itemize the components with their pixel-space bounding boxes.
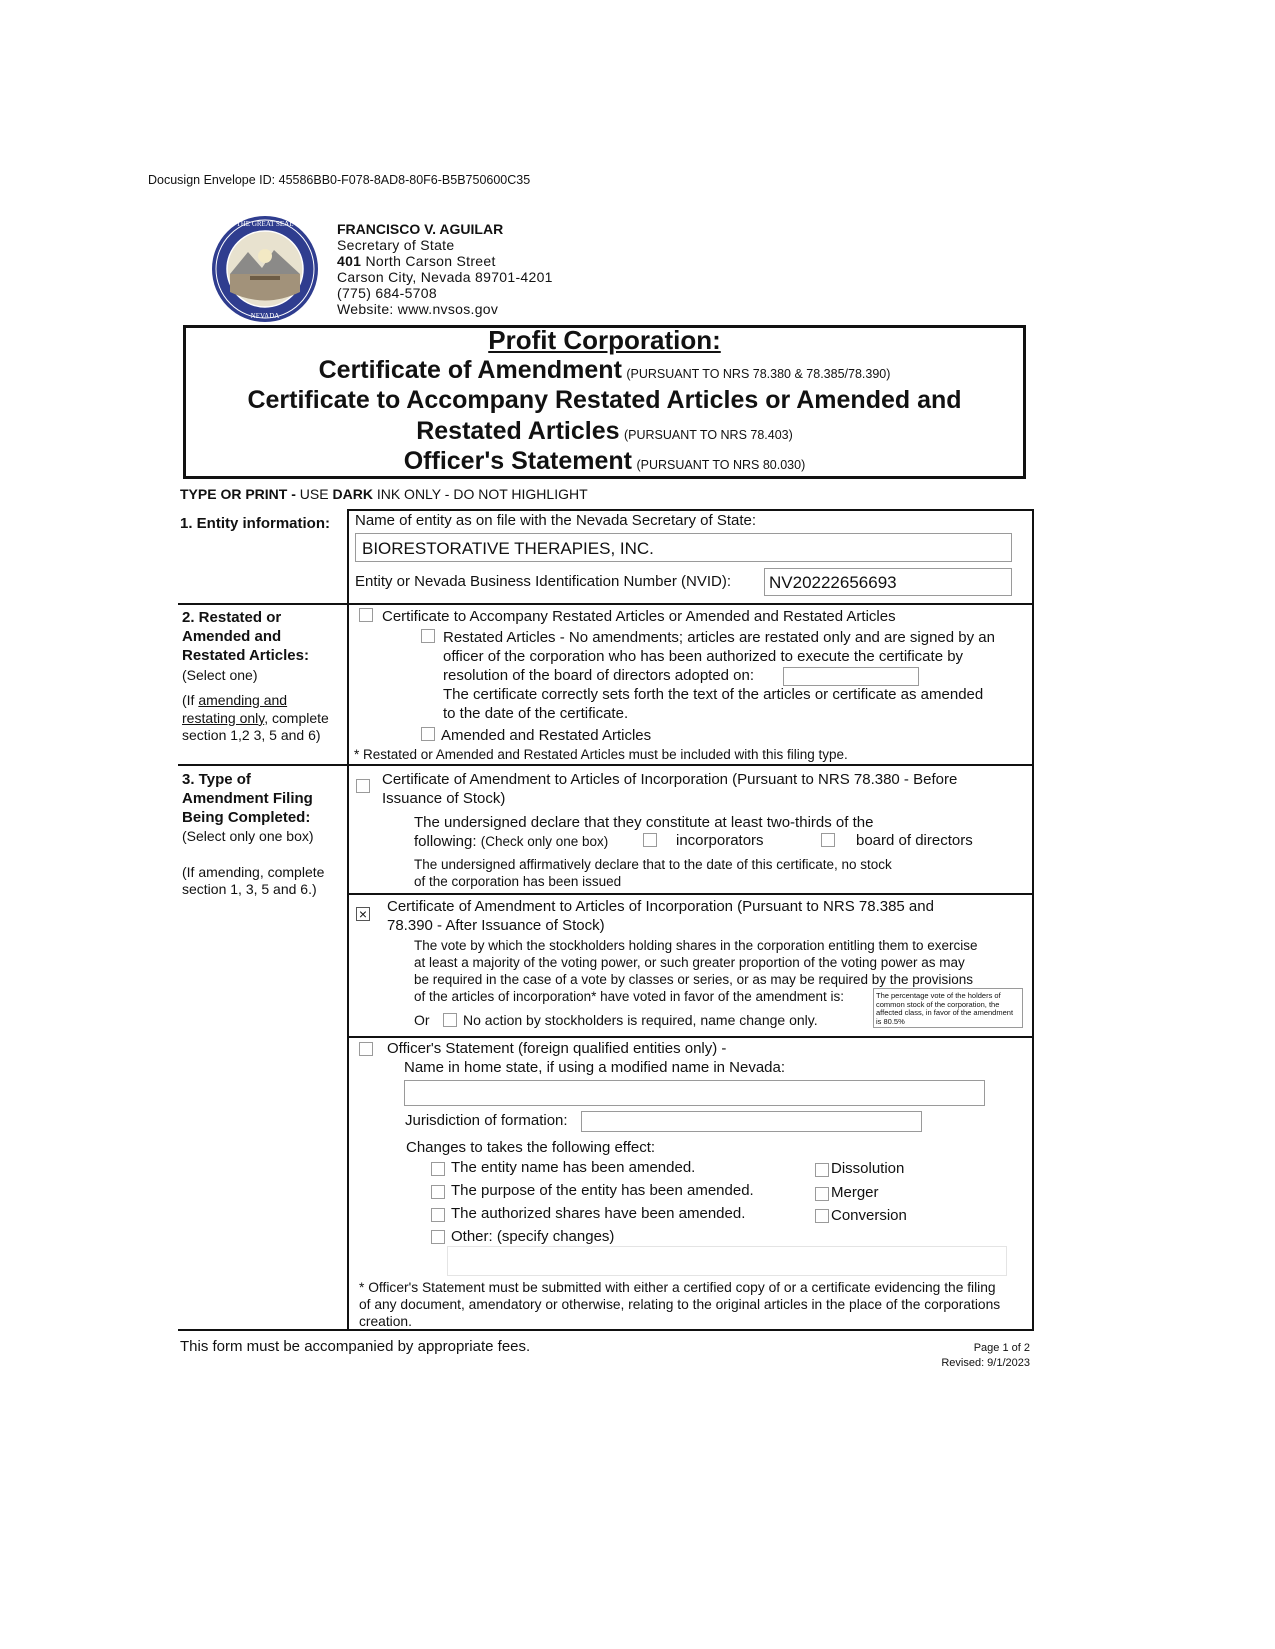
entity-name-field[interactable] [355, 533, 1012, 562]
title-officer: Officer's Statement (PURSUANT TO NRS 80.030) [403, 447, 806, 475]
board-of-directors-label: board of directors [856, 832, 973, 849]
officer-footnote: * Officer's Statement must be submitted with either a certified copy of or a certificate evidencing the filing [359, 1280, 996, 1295]
declare-text: following: (Check only one box) [414, 833, 609, 850]
grid-line [1032, 509, 1034, 1331]
vote-percentage-field[interactable] [873, 988, 1023, 1028]
website-link[interactable]: Website: www.nvsos.gov [337, 301, 499, 317]
affirm-text: The undersigned affirmatively declare that to the date of this certificate, no stock [414, 857, 892, 872]
section2-footnote: * Restated or Amended and Restated Articles must be included with this filing type. [354, 747, 848, 762]
phone: (775) 684-5708 [337, 285, 437, 301]
after-issuance-checkbox[interactable]: × [356, 907, 370, 921]
other-changes-field[interactable] [447, 1246, 1007, 1276]
envelope-id: Docusign Envelope ID: 45586BB0-F078-8AD8-80F6-B5B750600C35 [148, 173, 531, 187]
entity-name-label: Name of entity as on file with the Nevada Secretary of State: [355, 512, 757, 529]
no-action-checkbox[interactable] [443, 1013, 457, 1027]
section2-note: section 1,2 3, 5 and 6) [182, 727, 321, 743]
declare-text: The undersigned declare that they constitute at least two-thirds of the [414, 814, 874, 831]
dissolution-label: Dissolution [831, 1160, 905, 1177]
grid-line [348, 1036, 1034, 1038]
entity-name-value: BIORESTORATIVE THERAPIES, INC. [362, 539, 654, 558]
shares-amended-label: The authorized shares have been amended. [451, 1205, 746, 1222]
ink-instructions: TYPE OR PRINT - USE DARK INK ONLY - DO NOT HIGHLIGHT [180, 486, 588, 502]
section3-select-note: (Select only one box) [182, 828, 314, 844]
other-changes-checkbox[interactable] [431, 1230, 445, 1244]
restated-articles-text: The certificate correctly sets forth the text of the articles or certificate as amended [443, 686, 984, 703]
vote-text: The vote by which the stockholders holding shares in the corporation entitling them to exercise [414, 938, 978, 953]
page-number: Page 1 of 2 [973, 1342, 1030, 1354]
section3-note: section 1, 3, 5 and 6.) [182, 881, 317, 897]
grid-line [348, 893, 1034, 895]
section2-label: Restated Articles: [182, 647, 309, 664]
accompany-restated-checkbox[interactable] [359, 608, 373, 622]
nvid-field[interactable] [764, 568, 1012, 596]
vote-percentage-value: The percentage vote of the holders of common stock of the corporation, the affected class, in favor of the amendment is 80.5% [876, 991, 1014, 1026]
section2-note: restating only, complete [182, 710, 329, 726]
svg-text:NEVADA: NEVADA [250, 312, 280, 320]
grid-line [178, 603, 1034, 605]
section3-label: Amendment Filing [182, 790, 313, 807]
restated-articles-text: to the date of the certificate. [443, 705, 629, 722]
board-adoption-date-field[interactable] [783, 667, 919, 686]
form-title: Profit Corporation: [488, 325, 721, 355]
accompany-restated-label: Certificate to Accompany Restated Articles or Amended and Restated Articles [382, 608, 896, 625]
no-action-label: No action by stockholders is required, name change only. [463, 1012, 818, 1028]
grid-line [348, 509, 1034, 511]
grid-line [178, 764, 1034, 766]
svg-text:THE GREAT SEAL: THE GREAT SEAL [236, 220, 294, 228]
fees-note: This form must be accompanied by appropriate fees. [180, 1338, 531, 1355]
after-issuance-label: 78.390 - After Issuance of Stock) [387, 917, 605, 934]
conversion-checkbox[interactable] [815, 1209, 829, 1223]
conversion-label: Conversion [831, 1207, 907, 1224]
vote-text: at least a majority of the voting power, or such greater proportion of the voting power as may [414, 955, 965, 970]
name-amended-label: The entity name has been amended. [451, 1159, 696, 1176]
grid-line [347, 509, 349, 1331]
address-street: 401 North Carson Street [337, 253, 496, 269]
title-amendment: Certificate of Amendment (PURSUANT TO NRS 78.380 & 78.385/78.390) [318, 356, 891, 384]
secretary-title: Secretary of State [337, 237, 455, 253]
address-city: Carson City, Nevada 89701-4201 [337, 269, 553, 285]
merger-checkbox[interactable] [815, 1187, 829, 1201]
secretary-name: FRANCISCO V. AGUILAR [337, 221, 504, 237]
nvid-value: NV20222656693 [769, 573, 897, 592]
name-amended-checkbox[interactable] [431, 1162, 445, 1176]
restated-articles-text: officer of the corporation who has been authorized to execute the certificate by [443, 648, 964, 665]
officer-statement-label: Officer's Statement (foreign qualified entities only) - [387, 1040, 727, 1057]
incorporators-checkbox[interactable] [643, 833, 657, 847]
dissolution-checkbox[interactable] [815, 1163, 829, 1177]
restated-articles-text: resolution of the board of directors adopted on: [443, 667, 755, 684]
home-name-label: Name in home state, if using a modified name in Nevada: [404, 1059, 786, 1076]
incorporators-label: incorporators [676, 832, 764, 849]
home-name-field[interactable] [404, 1080, 985, 1106]
officer-footnote: of any document, amendatory or otherwise, relating to the original articles in the place of the corporations [359, 1297, 1001, 1312]
restated-articles-text: Restated Articles - No amendments; articles are restated only and are signed by an [443, 629, 995, 646]
before-issuance-label: Issuance of Stock) [382, 790, 506, 807]
officer-footnote: creation. [359, 1314, 412, 1329]
title-restated: Certificate to Accompany Restated Articles or Amended and [247, 386, 962, 414]
jurisdiction-label: Jurisdiction of formation: [405, 1112, 568, 1129]
section2-select-note: (Select one) [182, 667, 258, 683]
officer-statement-checkbox[interactable] [359, 1042, 373, 1056]
after-issuance-label: Certificate of Amendment to Articles of Incorporation (Pursuant to NRS 78.385 and [387, 898, 934, 915]
amended-restated-label: Amended and Restated Articles [441, 727, 652, 744]
section2-label: Amended and [182, 628, 282, 645]
before-issuance-label: Certificate of Amendment to Articles of Incorporation (Pursuant to NRS 78.380 - Before [382, 771, 958, 788]
section3-note: (If amending, complete [182, 864, 325, 880]
jurisdiction-field[interactable] [581, 1111, 922, 1132]
other-changes-label: Other: (specify changes) [451, 1228, 615, 1245]
board-of-directors-checkbox[interactable] [821, 833, 835, 847]
purpose-amended-checkbox[interactable] [431, 1185, 445, 1199]
purpose-amended-label: The purpose of the entity has been amended. [451, 1182, 754, 1199]
nvid-label: Entity or Nevada Business Identification Number (NVID): [355, 573, 731, 590]
changes-label: Changes to takes the following effect: [406, 1139, 656, 1156]
affirm-text: of the corporation has been issued [414, 874, 622, 889]
grid-line [178, 1329, 1034, 1331]
revised-date: Revised: 9/1/2023 [941, 1357, 1030, 1369]
vote-text: of the articles of incorporation* have voted in favor of the amendment is: [414, 989, 844, 1004]
section3-label: 3. Type of [182, 771, 251, 788]
section2-label: 2. Restated or [182, 609, 282, 626]
shares-amended-checkbox[interactable] [431, 1208, 445, 1222]
amended-restated-checkbox[interactable] [421, 727, 435, 741]
section2-note: (If amending and [182, 692, 288, 708]
nevada-seal-icon [210, 214, 320, 324]
or-label: Or [414, 1012, 430, 1028]
vote-text: be required in the case of a vote by classes or series, or as may be required by the provisions [414, 972, 974, 987]
title-restated-2: Restated Articles (PURSUANT TO NRS 78.403) [416, 417, 793, 445]
section1-label: 1. Entity information: [180, 515, 330, 532]
section3-label: Being Completed: [182, 809, 311, 826]
merger-label: Merger [831, 1184, 879, 1201]
before-issuance-checkbox[interactable] [356, 779, 370, 793]
restated-articles-checkbox[interactable] [421, 629, 435, 643]
